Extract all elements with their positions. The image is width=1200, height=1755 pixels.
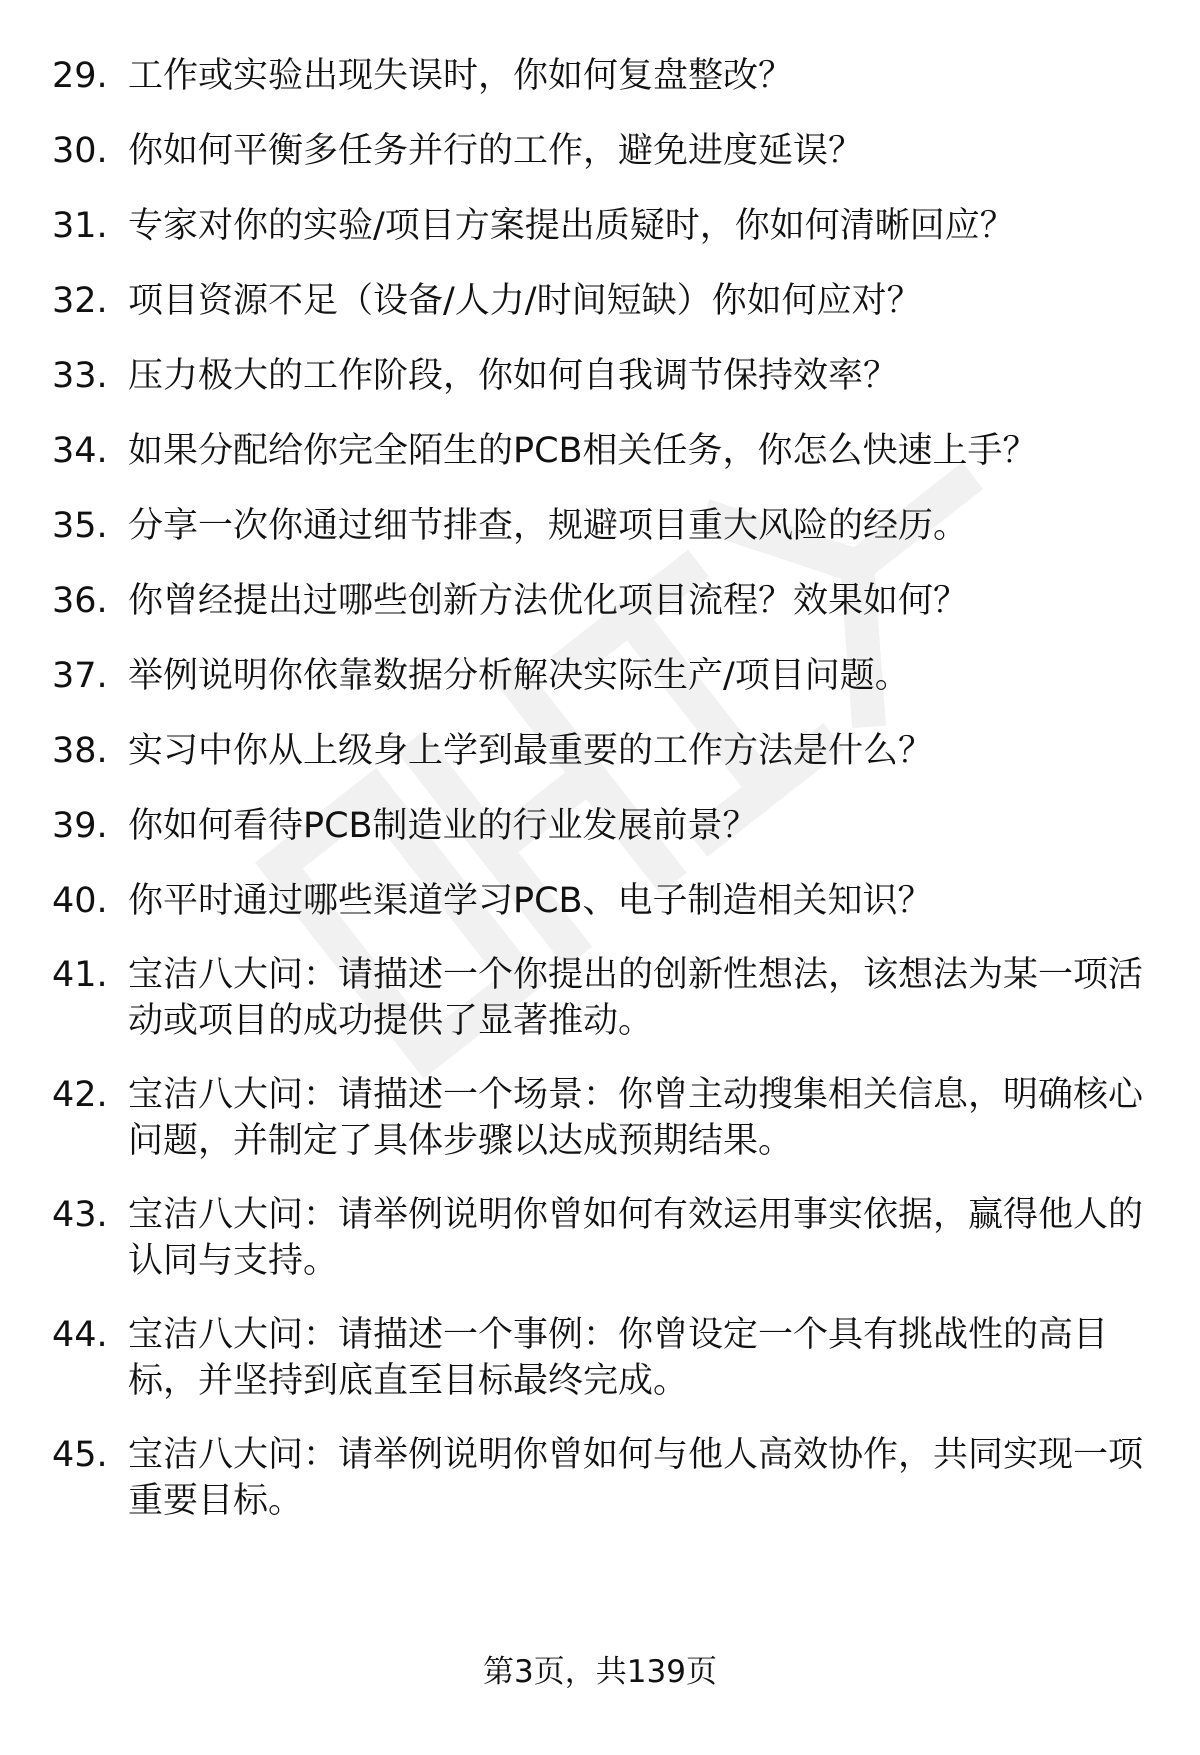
question-item-30: [52, 128, 1152, 174]
question-text: 你平时通过哪些渠道学习PCB、电子制造相关知识？: [128, 881, 933, 921]
question-text: 分享一次你通过细节排查，规避项目重大风险的经历。: [128, 506, 969, 546]
question-item-40: [52, 878, 1152, 924]
question-item-41: [52, 952, 1152, 1044]
question-text: 举例说明你依靠数据分析解决实际生产/项目问题。: [128, 656, 910, 696]
question-item-36: [52, 578, 1152, 624]
question-text: 实习中你从上级身上学到最重要的工作方法是什么？: [128, 731, 934, 771]
question-item-35: [52, 503, 1152, 549]
question-text: 宝洁八大问：请举例说明你曾如何有效运用事实依据，赢得他人的认同与支持。: [128, 1195, 1144, 1281]
question-item-39: [52, 803, 1152, 849]
question-text: 宝洁八大问：请描述一个事例：你曾设定一个具有挑战性的高目标，并坚持到底直至目标最终完成。: [128, 1315, 1109, 1401]
question-item-31: [52, 203, 1152, 249]
question-text: 你如何看待PCB制造业的行业发展前景？: [128, 806, 758, 846]
question-text: 宝洁八大问：请描述一个场景：你曾主动搜集相关信息，明确核心问题，并制定了具体步骤以达成预期结果。: [128, 1075, 1144, 1161]
question-text: 你如何平衡多任务并行的工作，避免进度延误？: [128, 131, 864, 171]
question-number: 29.: [52, 56, 108, 96]
question-item-45: [52, 1432, 1152, 1524]
question-item-43: [52, 1192, 1152, 1284]
question-number: 41.: [52, 955, 108, 995]
question-number: 34.: [52, 431, 108, 471]
question-item-42: [52, 1072, 1152, 1164]
question-number: 36.: [52, 581, 108, 621]
question-item-44: [52, 1312, 1152, 1404]
question-item-29: [52, 53, 1152, 99]
question-text: 专家对你的实验/项目方案提出质疑时，你如何清晰回应？: [128, 206, 1015, 246]
question-number: 33.: [52, 356, 108, 396]
question-item-34: [52, 428, 1152, 474]
question-number: 32.: [52, 281, 108, 321]
question-number: 31.: [52, 206, 108, 246]
question-text: 你曾经提出过哪些创新方法优化项目流程？效果如何？: [128, 581, 969, 621]
question-number: 30.: [52, 131, 108, 171]
question-text: 宝洁八大问：请描述一个你提出的创新性想法，该想法为某一项活动或项目的成功提供了显著推动。: [128, 955, 1144, 1041]
question-number: 45.: [52, 1435, 108, 1475]
question-text: 压力极大的工作阶段，你如何自我调节保持效率？: [128, 356, 899, 396]
question-text: 宝洁八大问：请举例说明你曾如何与他人高效协作，共同实现一项重要目标。: [128, 1435, 1144, 1521]
question-number: 39.: [52, 806, 108, 846]
question-number: 37.: [52, 656, 108, 696]
question-number: 43.: [52, 1195, 108, 1235]
question-item-32: [52, 278, 1152, 324]
question-text: 项目资源不足（设备/人力/时间短缺）你如何应对？: [128, 281, 922, 321]
question-number: 38.: [52, 731, 108, 771]
question-number: 40.: [52, 881, 108, 921]
question-text: 工作或实验出现失误时，你如何复盘整改？: [128, 56, 794, 96]
question-text: 如果分配给你完全陌生的PCB相关任务，你怎么快速上手？: [128, 431, 1038, 471]
question-number: 44.: [52, 1315, 108, 1355]
question-number: 35.: [52, 506, 108, 546]
question-item-33: [52, 353, 1152, 399]
question-number: 42.: [52, 1075, 108, 1115]
page-number-footer: 第3页，共139页: [483, 1654, 717, 1690]
question-item-38: [52, 728, 1152, 774]
question-item-37: [52, 653, 1152, 699]
